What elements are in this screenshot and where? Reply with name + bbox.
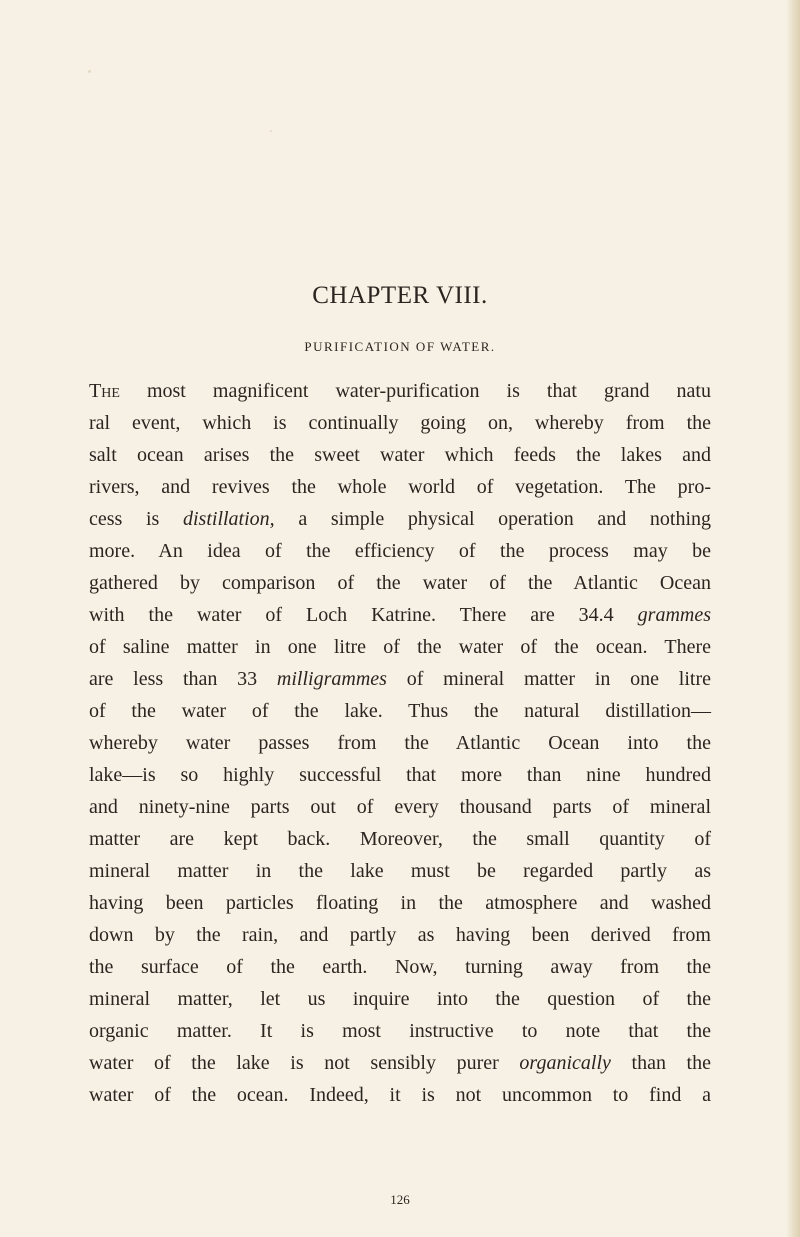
paper-spot [88,70,91,73]
paragraph-line: salt ocean arises the sweet water which feeds the lakes and [89,444,711,466]
paragraph-line: of saline matter in one litre of the water of the ocean. There [89,636,711,658]
chapter-heading: CHAPTER VIII. [312,282,488,309]
paragraph-line: The most magnificent water-purification is that grand natu [89,380,711,402]
paragraph-line: with the water of Loch Katrine. There are 34.4 grammes [89,604,711,626]
italic-term: distillation, [182,508,275,530]
paragraph-line: mineral matter in the lake must be regarded partly as [89,860,711,882]
italic-term: milligrammes [276,668,387,690]
italic-term: grammes [637,604,711,626]
paragraph-line: water of the lake is not sensibly purer organically than the [89,1052,711,1074]
paragraph-line: gathered by comparison of the water of the Atlantic Ocean [89,572,711,594]
page-number: 126 [390,1192,410,1207]
paragraph-line: are less than 33 milligrammes of mineral matter in one litre [89,668,711,690]
paragraph-line: whereby water passes from the Atlantic Ocean into the [89,732,711,754]
paragraph-line: the surface of the earth. Now, turning away from the [89,956,711,978]
paragraph-line: ral event, which is continually going on, whereby from the [89,412,711,434]
italic-term: organically [519,1052,611,1074]
paragraph-line: having been particles floating in the atmosphere and washed [89,892,711,914]
paragraph-line: rivers, and revives the whole world of vegetation. The pro- [89,476,711,498]
paragraph-line: more. An idea of the efficiency of the process may be [89,540,711,562]
section-heading: PURIFICATION OF WATER. [304,339,496,354]
paragraph-line: cess is distillation, a simple physical operation and nothing [89,508,711,530]
paragraph-line: matter are kept back. Moreover, the small quantity of [89,828,711,850]
page-edge-shadow [786,0,800,1237]
paragraph-line: down by the rain, and partly as having been derived from [89,924,711,946]
paragraph-line: lake—is so highly successful that more than nine hundred [89,764,711,786]
paragraph-line: mineral matter, let us inquire into the question of the [89,988,711,1010]
paragraph-line: of the water of the lake. Thus the natural distillation— [89,700,711,722]
opening-word: The [89,380,120,402]
paragraph-line: water of the ocean. Indeed, it is not uncommon to find a [89,1084,711,1106]
paragraph-line: and ninety-nine parts out of every thousand parts of mineral [89,796,711,818]
paper-spot [270,130,272,132]
paragraph-line: organic matter. It is most instructive to note that the [89,1020,711,1042]
